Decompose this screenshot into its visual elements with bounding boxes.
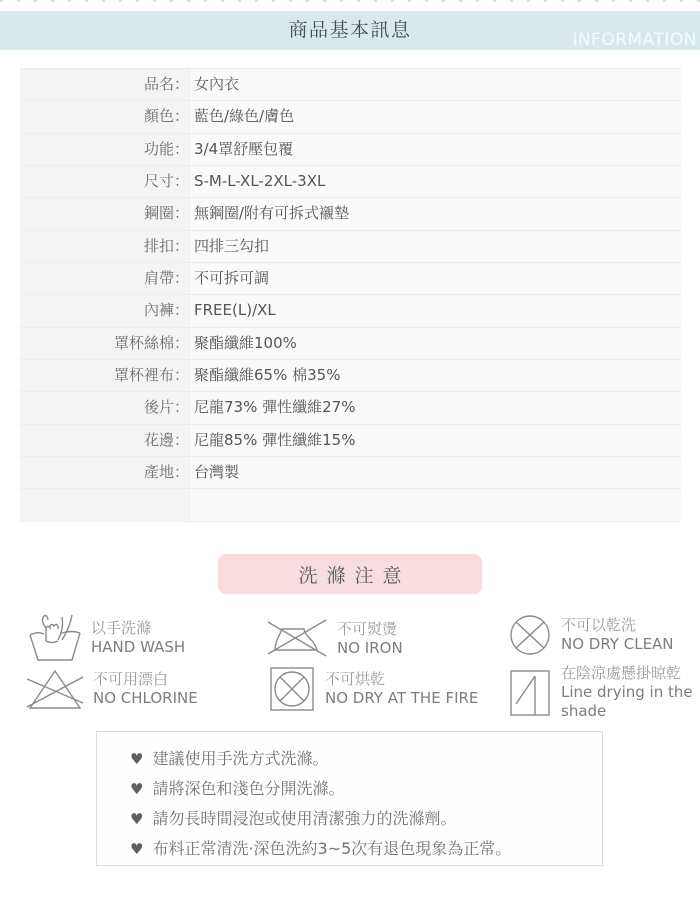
row-label: 尺寸：	[20, 166, 190, 197]
row-label: 後片：	[20, 392, 190, 423]
care-label-zh: 不可以乾洗	[561, 616, 637, 634]
page-title: 商品基本訊息	[288, 19, 412, 41]
top-crop-artifact	[0, 0, 700, 2]
note-text: 布料正常清洗·深色洗約3~5次有退色現象為正常。	[152, 839, 512, 858]
care-label-en: HAND WASH	[91, 638, 186, 656]
header-band	[0, 11, 700, 50]
care-item-no-dry-clean	[508, 613, 674, 657]
row-value: 聚酯纖維100%	[190, 328, 681, 359]
row-value: 3/4罩舒壓包覆	[190, 134, 681, 165]
note-text: 請將深色和淺色分開洗滌。	[152, 779, 345, 798]
no-iron-icon	[266, 617, 328, 661]
care-item-hand-wash	[28, 613, 185, 663]
table-row	[20, 295, 681, 327]
row-label: 功能：	[20, 134, 190, 165]
heart-icon: ♥	[130, 840, 144, 858]
row-label: 內褲：	[20, 295, 190, 326]
care-label-zh: 不可用漂白	[93, 670, 169, 688]
row-label: 罩杯裡布：	[20, 360, 190, 391]
table-row	[20, 263, 681, 295]
table-row	[20, 166, 681, 198]
row-label: 品名：	[20, 69, 190, 100]
table-row-empty	[20, 489, 681, 521]
row-value: 女內衣	[190, 69, 681, 100]
care-label-en: NO CHLORINE	[93, 689, 198, 707]
row-value: 藍色/綠色/膚色	[190, 101, 681, 132]
row-label: 肩帶：	[20, 263, 190, 294]
header-subtitle: INFORMATION	[572, 30, 697, 50]
row-label: 顏色：	[20, 101, 190, 132]
no-chlorine-icon	[26, 667, 84, 711]
no-tumble-dry-icon	[268, 665, 316, 713]
table-row	[20, 231, 681, 263]
heart-icon: ♥	[130, 750, 144, 768]
row-value: 四排三勾扣	[190, 231, 681, 262]
row-value: S-M-L-XL-2XL-3XL	[190, 166, 681, 197]
row-value: 尼龍85% 彈性纖維15%	[190, 425, 681, 456]
note-item	[130, 834, 602, 864]
care-label-en: NO DRY CLEAN	[561, 635, 674, 653]
note-item	[130, 774, 602, 804]
table-row	[20, 425, 681, 457]
line-dry-shade-icon	[508, 668, 552, 718]
row-label: 排扣：	[20, 231, 190, 262]
table-row	[20, 198, 681, 230]
row-label: 產地：	[20, 457, 190, 488]
wash-notes-box	[96, 731, 603, 866]
note-item	[130, 804, 602, 834]
table-row	[20, 134, 681, 166]
row-value: 不可拆可調	[190, 263, 681, 294]
table-row	[20, 457, 681, 489]
note-item	[130, 744, 602, 774]
note-text: 建議使用手洗方式洗滌。	[152, 749, 329, 768]
wash-notice-banner: 洗滌注意	[218, 554, 482, 594]
no-dry-clean-icon	[508, 613, 552, 657]
heart-icon: ♥	[130, 780, 144, 798]
hand-wash-icon	[28, 613, 82, 663]
care-label-en: Line drying in the shade	[561, 683, 693, 720]
row-label: 罩杯絲棉：	[20, 328, 190, 359]
note-text: 請勿長時間浸泡或使用清潔強力的洗滌劑。	[152, 809, 457, 828]
table-row	[20, 101, 681, 133]
care-label-en: NO DRY AT THE FIRE	[325, 689, 479, 707]
table-row	[20, 392, 681, 424]
row-value: 無鋼圈/附有可拆式襯墊	[190, 198, 681, 229]
product-spec-table	[20, 68, 681, 522]
table-row	[20, 328, 681, 360]
row-label: 花邊：	[20, 425, 190, 456]
care-label-en: NO IRON	[337, 639, 403, 657]
table-row	[20, 69, 681, 101]
row-label: 鋼圈：	[20, 198, 190, 229]
care-item-no-tumble-dry	[268, 665, 478, 713]
row-value: 尼龍73% 彈性纖維27%	[190, 392, 681, 423]
care-label-zh: 不可熨燙	[337, 620, 398, 638]
row-value	[190, 489, 681, 520]
row-value: FREE(L)/XL	[190, 295, 681, 326]
care-label-zh: 不可烘乾	[325, 670, 386, 688]
care-label-zh: 以手洗滌	[91, 619, 152, 637]
care-item-no-chlorine	[26, 667, 198, 711]
row-value: 台灣製	[190, 457, 681, 488]
row-label	[20, 489, 190, 520]
care-label-zh: 在陰涼處懸掛晾乾	[561, 664, 682, 682]
row-value: 聚酯纖維65% 棉35%	[190, 360, 681, 391]
heart-icon: ♥	[130, 810, 144, 828]
table-row	[20, 360, 681, 392]
care-item-no-iron	[266, 617, 403, 661]
care-item-line-dry-shade	[508, 664, 700, 721]
